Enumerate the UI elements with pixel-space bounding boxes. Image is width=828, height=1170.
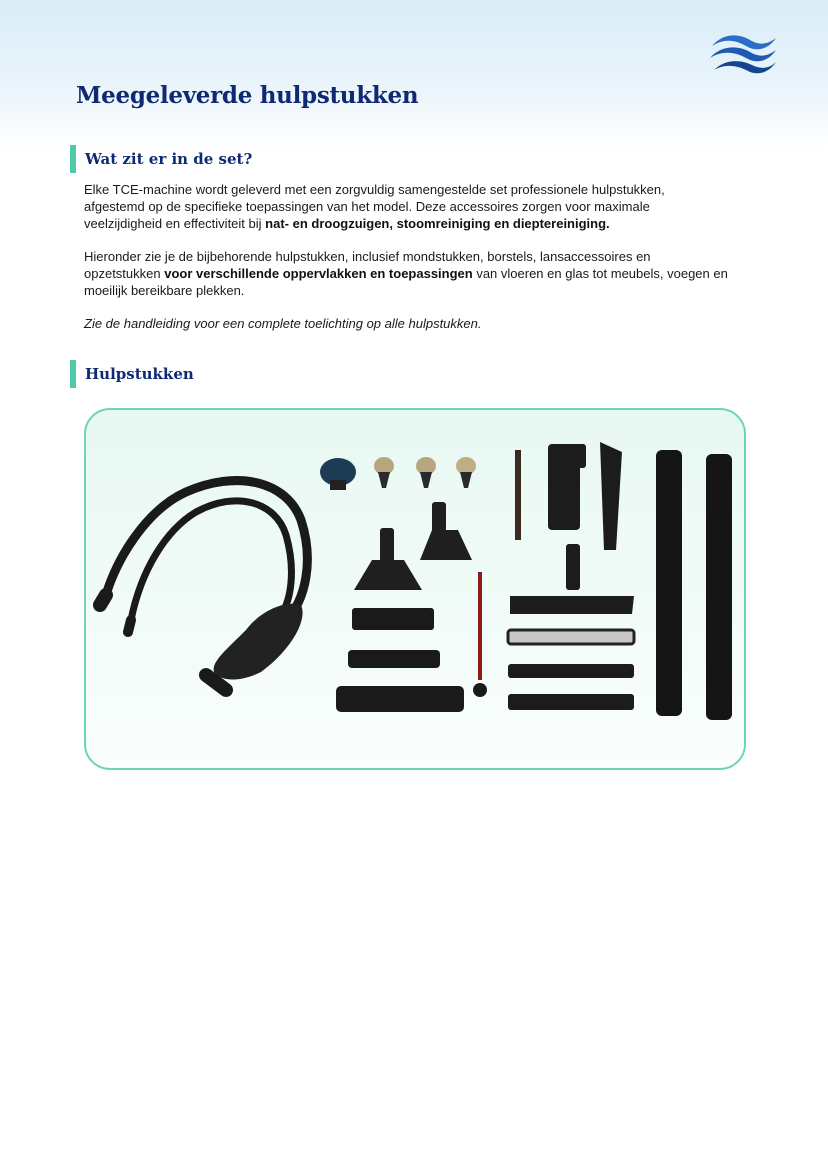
accessories-image-frame bbox=[84, 408, 746, 770]
upholstery-nozzle-icons bbox=[354, 502, 472, 590]
intro-line-1: Elke TCE-machine wordt geleverd met een zorgvuldig samengestelde set professionele hulpstukken, bbox=[84, 182, 665, 197]
accessories-line-2a: opzetstukken bbox=[84, 266, 165, 281]
manual-note: Zie de handleiding voor een complete toelichting op alle hulpstukken. bbox=[84, 316, 482, 331]
intro-line-2: afgestemd op de specifieke toepassingen van het model. Deze accessoires zorgen voor maximale bbox=[84, 199, 650, 214]
extension-tube-icons bbox=[656, 450, 732, 720]
intro-line-3-bold: nat- en droogzuigen, stoomreiniging en dieptereiniging. bbox=[265, 216, 610, 231]
red-lance-icon bbox=[473, 572, 487, 697]
accessories-paragraph bbox=[84, 248, 744, 299]
small-brush-icons bbox=[336, 608, 464, 712]
accessories-line-2-bold: voor verschillende oppervlakken en toepassingen bbox=[164, 266, 473, 281]
section-heading-parts bbox=[70, 360, 194, 388]
wave-logo-icon bbox=[708, 28, 778, 76]
page-title: Meegeleverde hulpstukken bbox=[76, 82, 419, 109]
accessories-line-1: Hieronder zie je de bijbehorende hulpstukken, inclusief mondstukken, borstels, lansaccessoires en bbox=[84, 249, 651, 264]
hose-handle-icon bbox=[206, 604, 303, 690]
header-band bbox=[0, 0, 828, 150]
intro-line-3: veelzijdigheid en effectiviteit bij bbox=[84, 216, 266, 231]
floor-nozzle-icon bbox=[510, 544, 634, 614]
lance-extension-icons bbox=[548, 442, 622, 550]
accessories-illustration bbox=[86, 410, 744, 768]
section-heading-set bbox=[70, 145, 252, 173]
intro-paragraph bbox=[84, 181, 744, 232]
round-brush-icons bbox=[320, 457, 476, 490]
floor-insert-icons bbox=[508, 630, 634, 710]
section-heading-parts-label: Hulpstukken bbox=[85, 365, 194, 383]
accessories-line-2b: van vloeren en glas tot meubels, voegen en bbox=[472, 266, 728, 281]
accessories-line-3: moeilijk bereikbare plekken. bbox=[84, 283, 245, 298]
section-heading-set-label: Wat zit er in de set? bbox=[85, 150, 253, 168]
